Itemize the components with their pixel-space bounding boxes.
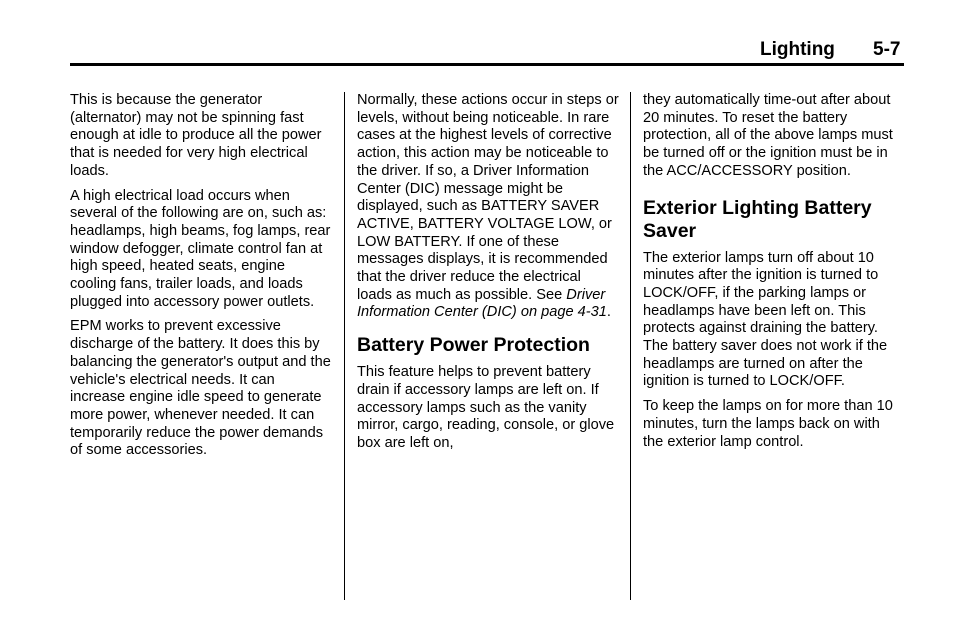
column-3 [643,92,901,458]
paragraph-end: . [606,304,611,321]
paragraph: they automatically time-out after about 20 minutes. To reset the battery protection, all of the above lamps must be turned off or the ignition must be in the ACC/ACCESSORY position. [643,92,893,179]
cross-reference-link[interactable]: Driver Information Center (DIC) on page 4-31 [357,286,607,321]
column-divider [344,92,345,600]
column-divider [630,92,631,600]
paragraph: This is because the generator (alternator) may not be spinning fast enough at idle to produce all the power that is needed for very high electrical loads. [70,92,322,179]
column-1 [70,92,332,467]
column-2 [357,92,619,460]
section-heading: Battery Power Protection [357,334,590,357]
page-number: 5-7 [873,39,901,60]
section-heading: Exterior Lighting Battery Saver [643,196,872,242]
paragraph: The exterior lamps turn off about 10 minutes after the ignition is turned to LOCK/OFF, if the parking lamps or headlamps have been left on. This protects against draining the battery. The battery saver does not work if the headlamps are turned on after the ignition is turned to LOCK/OFF. [643,249,888,390]
section-title: Lighting [760,39,835,60]
paragraph: This feature helps to prevent battery drain if accessory lamps are left on. If accessory lamps such as the vanity mirror, cargo, reading, console, or glove box are left on, [357,364,615,451]
header-rule [70,63,904,66]
paragraph: To keep the lamps on for more than 10 minutes, turn the lamps back on with the exterior lamp control. [643,398,893,450]
paragraph: EPM works to prevent excessive discharge of the battery. It does this by balancing the generator's output and the vehicle's electrical needs. It can increase engine idle speed to generate more power, whenever needed. It can temporarily reduce the power demands of some accessories. [70,318,331,459]
paragraph [357,92,619,322]
paragraph: A high electrical load occurs when several of the following are on, such as: headlamps, high beams, fog lamps, rear window defogger, climate control fan at high speed, heated seats, engine cooling fans, trailer loads, and loads plugged into accessory power outlets. [70,187,331,310]
paragraph-text: Normally, these actions occur in steps or levels, without being noticeable. In rare cases at the highest levels of corrective action, this action may be noticeable to the driver. If so, a Driver Information Center (DIC) message might be displayed, such as BATTERY SAVER ACTIVE, BATTERY VOLTAGE LOW, or LOW BATTERY. If one of these messages displays, it is recommended that the driver reduce the electrical loads as much as possible. See [357,92,619,303]
